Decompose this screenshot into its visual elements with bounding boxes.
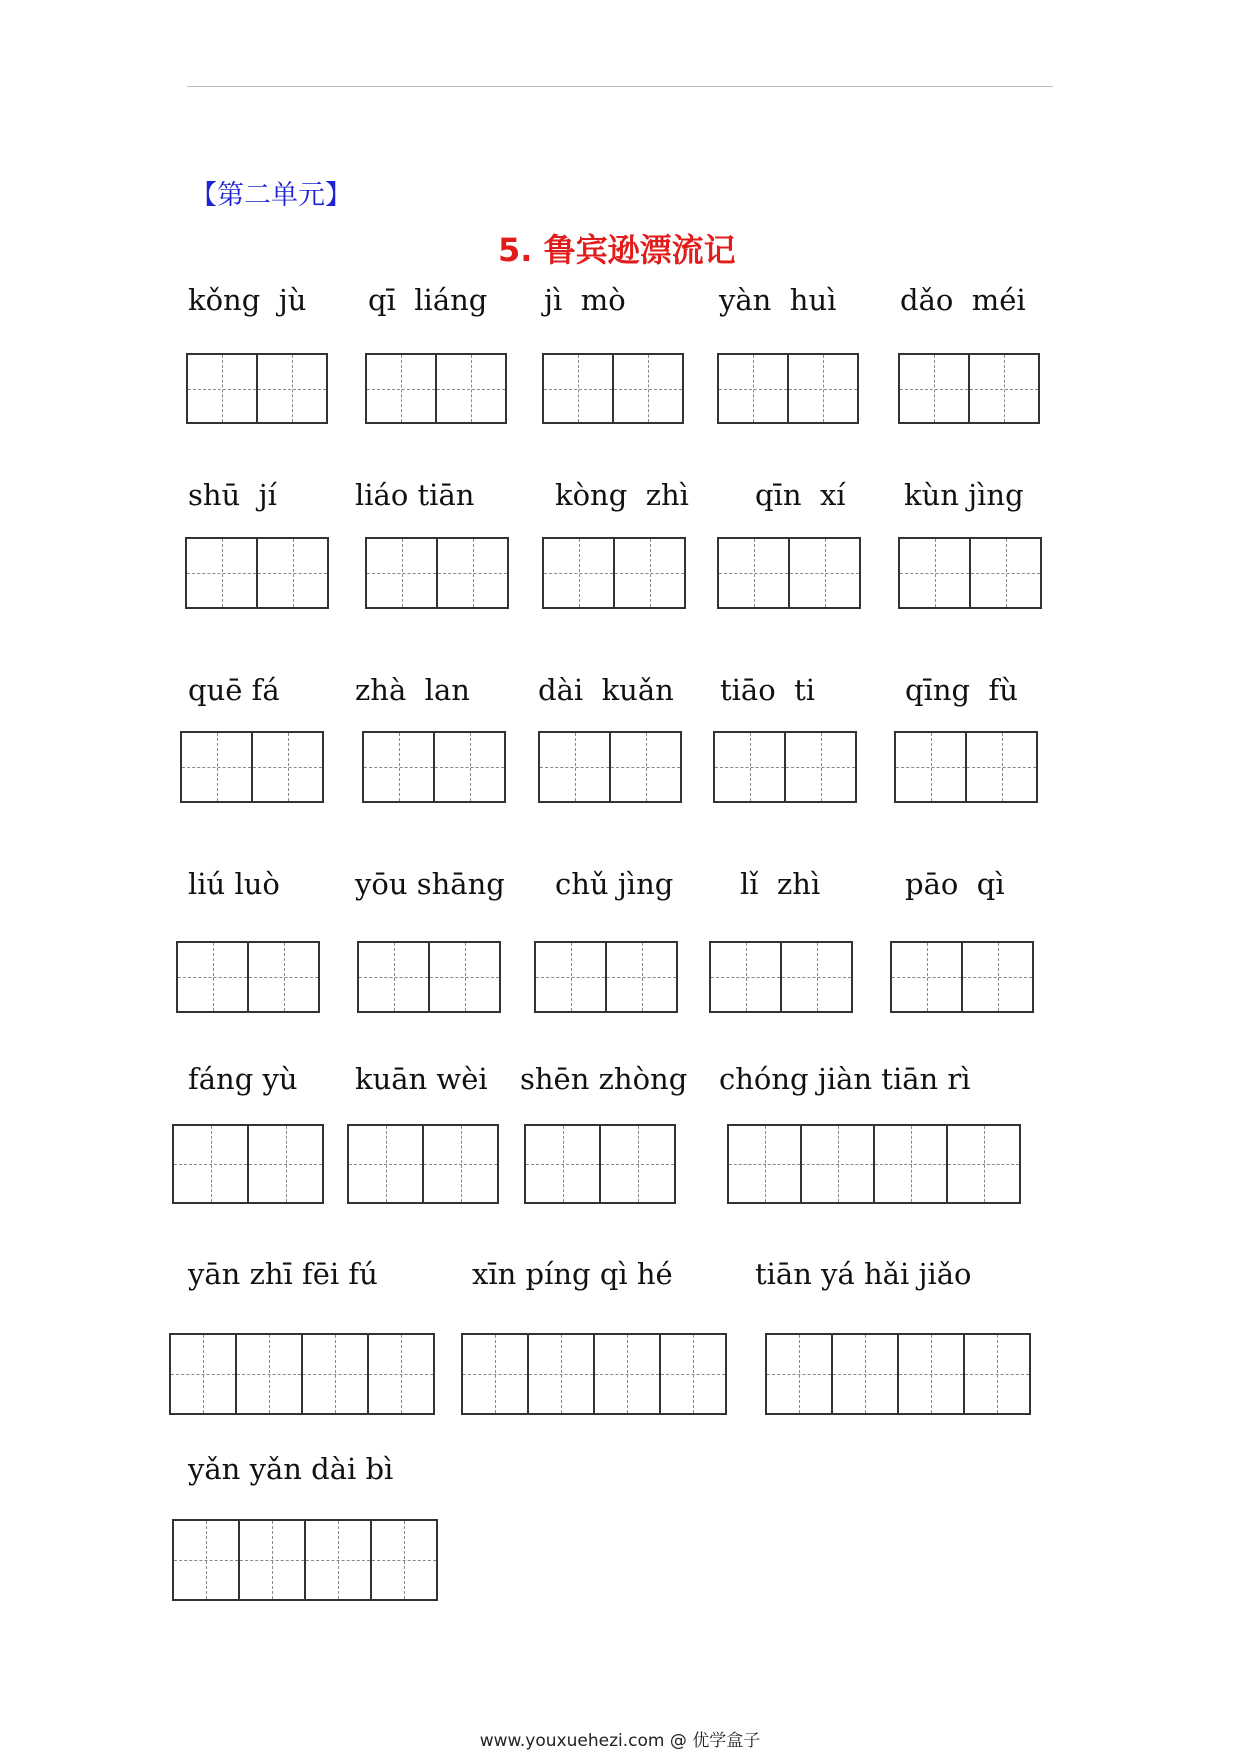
pinyin-label: pāo qì: [905, 867, 1005, 901]
writing-grid: [185, 537, 329, 609]
tianzige-cell[interactable]: [965, 731, 1038, 803]
tianzige-cell[interactable]: [524, 1124, 601, 1204]
tianzige-cell[interactable]: [542, 537, 615, 609]
tianzige-cell[interactable]: [800, 1124, 875, 1204]
tianzige-cell[interactable]: [659, 1333, 727, 1415]
tianzige-cell[interactable]: [780, 941, 853, 1013]
tianzige-cell[interactable]: [961, 941, 1034, 1013]
tianzige-cell[interactable]: [238, 1519, 306, 1601]
tianzige-cell[interactable]: [969, 537, 1042, 609]
writing-grid: [542, 353, 684, 424]
writing-grid: [172, 1519, 438, 1601]
footer-watermark: www.youxuehezi.com @ 优学盒子: [479, 1731, 761, 1751]
writing-grid: [765, 1333, 1031, 1415]
tianzige-cell[interactable]: [612, 353, 684, 424]
writing-grid: [365, 353, 507, 424]
pinyin-label: lǐ zhì: [740, 867, 821, 901]
tianzige-cell[interactable]: [256, 353, 328, 424]
pinyin-label: chóng jiàn tiān rì: [719, 1062, 971, 1096]
pinyin-label: kǒng jù: [188, 283, 307, 317]
pinyin-label: liáo tiān: [355, 478, 475, 512]
tianzige-cell[interactable]: [765, 1333, 833, 1415]
tianzige-cell[interactable]: [727, 1124, 802, 1204]
tianzige-cell[interactable]: [717, 353, 789, 424]
writing-grid: [713, 731, 857, 803]
tianzige-cell[interactable]: [609, 731, 682, 803]
tianzige-cell[interactable]: [831, 1333, 899, 1415]
writing-grid: [169, 1333, 435, 1415]
tianzige-cell[interactable]: [357, 941, 430, 1013]
pinyin-label: yàn huì: [719, 283, 837, 317]
tianzige-cell[interactable]: [365, 353, 437, 424]
writing-grid: [172, 1124, 324, 1204]
writing-grid: [898, 353, 1040, 424]
pinyin-label: tiāo ti: [720, 673, 816, 707]
lesson-title: 5. 鲁宾逊漂流记: [498, 231, 736, 269]
writing-grid: [717, 353, 859, 424]
tianzige-cell[interactable]: [186, 353, 258, 424]
tianzige-cell[interactable]: [538, 731, 611, 803]
pinyin-label: shū jí: [188, 478, 277, 512]
tianzige-cell[interactable]: [247, 941, 320, 1013]
writing-grid: [890, 941, 1034, 1013]
tianzige-cell[interactable]: [613, 537, 686, 609]
tianzige-cell[interactable]: [968, 353, 1040, 424]
tianzige-cell[interactable]: [788, 537, 861, 609]
tianzige-cell[interactable]: [605, 941, 678, 1013]
tianzige-cell[interactable]: [367, 1333, 435, 1415]
pinyin-label: dǎo méi: [900, 283, 1026, 317]
writing-grid: [894, 731, 1038, 803]
tianzige-cell[interactable]: [898, 537, 971, 609]
tianzige-cell[interactable]: [946, 1124, 1021, 1204]
pinyin-label: liú luò: [188, 867, 280, 901]
writing-grid: [727, 1124, 1021, 1204]
tianzige-cell[interactable]: [873, 1124, 948, 1204]
tianzige-cell[interactable]: [180, 731, 253, 803]
tianzige-cell[interactable]: [534, 941, 607, 1013]
writing-grid: [180, 731, 324, 803]
tianzige-cell[interactable]: [172, 1124, 249, 1204]
tianzige-cell[interactable]: [172, 1519, 240, 1601]
tianzige-cell[interactable]: [301, 1333, 369, 1415]
tianzige-cell[interactable]: [435, 353, 507, 424]
tianzige-cell[interactable]: [256, 537, 329, 609]
tianzige-cell[interactable]: [784, 731, 857, 803]
writing-grid: [538, 731, 682, 803]
writing-grid: [898, 537, 1042, 609]
pinyin-label: dài kuǎn: [538, 673, 674, 707]
tianzige-cell[interactable]: [542, 353, 614, 424]
writing-grid: [709, 941, 853, 1013]
pinyin-label: zhà lan: [355, 673, 470, 707]
tianzige-cell[interactable]: [247, 1124, 324, 1204]
tianzige-cell[interactable]: [365, 537, 438, 609]
writing-grid: [186, 353, 328, 424]
tianzige-cell[interactable]: [897, 1333, 965, 1415]
tianzige-cell[interactable]: [717, 537, 790, 609]
tianzige-cell[interactable]: [428, 941, 501, 1013]
tianzige-cell[interactable]: [894, 731, 967, 803]
writing-grid: [717, 537, 861, 609]
tianzige-cell[interactable]: [433, 731, 506, 803]
tianzige-cell[interactable]: [251, 731, 324, 803]
tianzige-cell[interactable]: [963, 1333, 1031, 1415]
tianzige-cell[interactable]: [176, 941, 249, 1013]
tianzige-cell[interactable]: [593, 1333, 661, 1415]
tianzige-cell[interactable]: [709, 941, 782, 1013]
unit-label: 【第二单元】: [190, 180, 352, 211]
pinyin-label: fáng yù: [188, 1062, 298, 1096]
tianzige-cell[interactable]: [169, 1333, 237, 1415]
writing-grid: [461, 1333, 727, 1415]
pinyin-label: tiān yá hǎi jiǎo: [755, 1257, 972, 1291]
pinyin-label: chǔ jìng: [555, 867, 674, 901]
writing-grid: [524, 1124, 676, 1204]
writing-grid: [542, 537, 686, 609]
tianzige-cell[interactable]: [890, 941, 963, 1013]
tianzige-cell[interactable]: [347, 1124, 424, 1204]
tianzige-cell[interactable]: [599, 1124, 676, 1204]
pinyin-label: shēn zhòng: [520, 1062, 688, 1096]
pinyin-label: qī liáng: [368, 283, 488, 317]
writing-grid: [357, 941, 501, 1013]
writing-grid: [365, 537, 509, 609]
pinyin-label: qīng fù: [905, 673, 1018, 707]
tianzige-cell[interactable]: [422, 1124, 499, 1204]
header-rule: [187, 86, 1053, 87]
pinyin-label: qīn xí: [755, 478, 846, 512]
pinyin-label: yǎn yǎn dài bì: [188, 1452, 394, 1486]
pinyin-label: yān zhī fēi fú: [188, 1257, 378, 1291]
writing-grid: [534, 941, 678, 1013]
writing-grid: [176, 941, 320, 1013]
tianzige-cell[interactable]: [185, 537, 258, 609]
tianzige-cell[interactable]: [304, 1519, 372, 1601]
writing-grid: [347, 1124, 499, 1204]
tianzige-cell[interactable]: [713, 731, 786, 803]
tianzige-cell[interactable]: [461, 1333, 529, 1415]
pinyin-label: xīn píng qì hé: [472, 1257, 673, 1291]
tianzige-cell[interactable]: [527, 1333, 595, 1415]
pinyin-label: quē fá: [188, 673, 280, 707]
pinyin-label: kuān wèi: [355, 1062, 488, 1096]
pinyin-label: yōu shāng: [355, 867, 505, 901]
pinyin-label: jì mò: [544, 283, 626, 317]
writing-grid: [362, 731, 506, 803]
pinyin-label: kùn jìng: [904, 478, 1024, 512]
tianzige-cell[interactable]: [235, 1333, 303, 1415]
tianzige-cell[interactable]: [362, 731, 435, 803]
tianzige-cell[interactable]: [370, 1519, 438, 1601]
pinyin-label: kòng zhì: [555, 478, 689, 512]
tianzige-cell[interactable]: [898, 353, 970, 424]
tianzige-cell[interactable]: [436, 537, 509, 609]
tianzige-cell[interactable]: [787, 353, 859, 424]
